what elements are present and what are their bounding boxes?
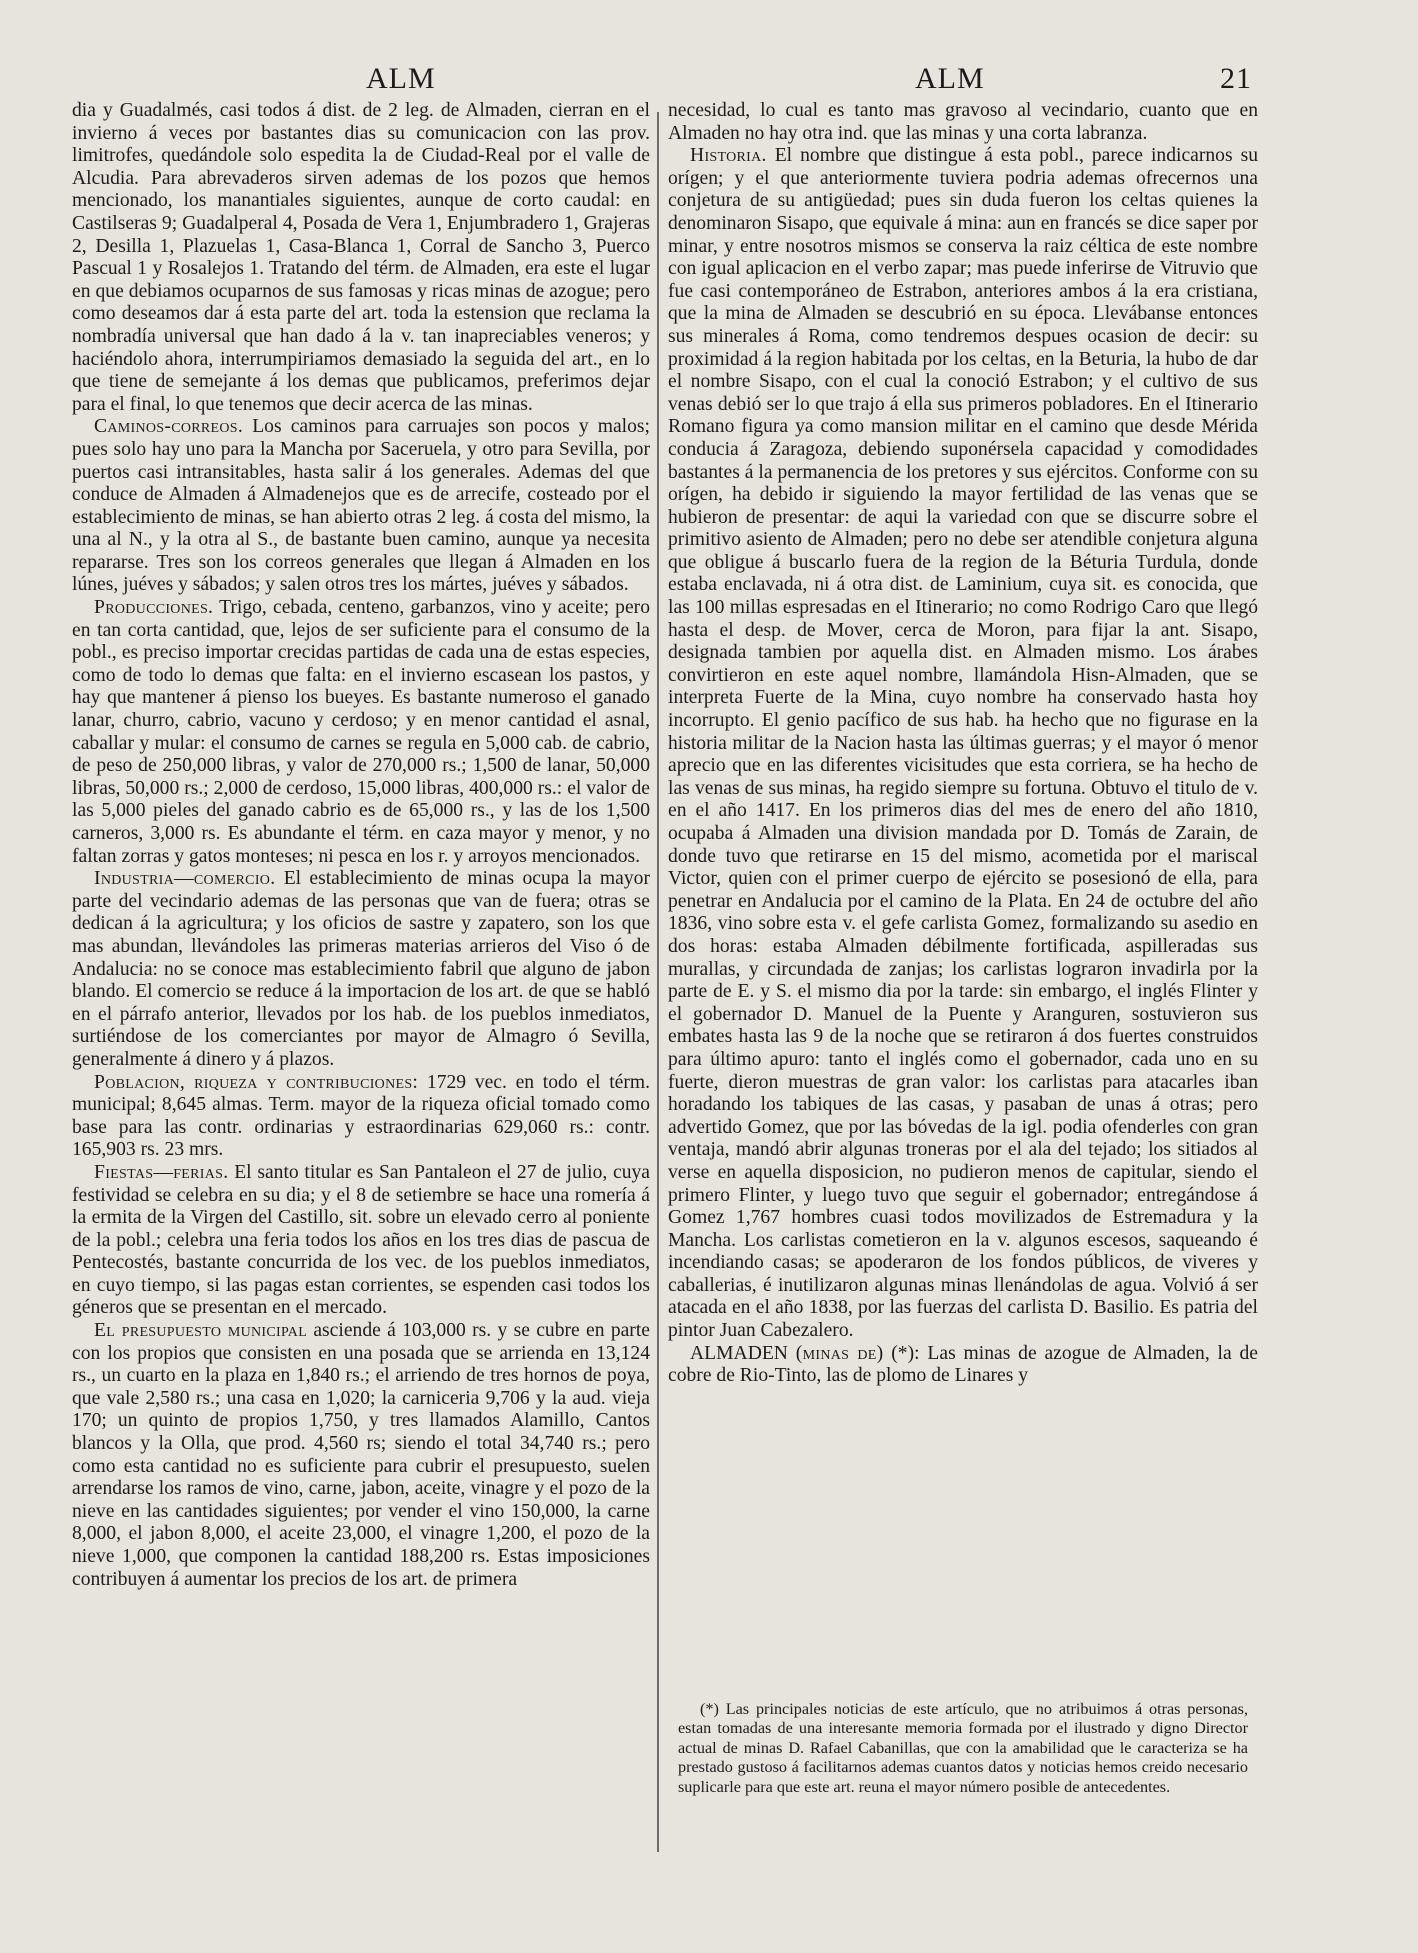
footnote-reference: (*):	[891, 1342, 920, 1364]
column-divider	[657, 112, 659, 1852]
left-column	[72, 100, 650, 1591]
section-text-historia: El nombre que distingue á esta pobl., parece indicarnos su orígen; y el que anteriormente tuviera podria ademas ofrecernos una conjetura de su antigüedad; pues sin duda fueron los celtas quienes la denominaron Sisapo, que equivale á mina: aun en francés se dice saper por minar, y entre nosotros mismos se conserva la raiz céltica de este nombre con igual aplicacion en el verbo zapar; mas puede inferirse de Vitruvio que fue casi contemporáneo de Estrabon, anteriores ambos á la era cristiana, que la mina de Almaden se descubrió en su época. Llevábanse entonces sus minerales á Roma, como tendremos despues ocasion de decir: su proximidad á la region habitada por los celtas, en la Beturia, la hubo de dar el nombre Sisapo, con el cual la conoció Estrabon; y el cultivo de sus venas debió ser lo que trajo á ella sus primeros pobladores. En el Itinerario Romano figura ya como mansion militar en el camino que desde Mérida conducia á Zaragoza, debiendo suponérsela capacidad y comodidades bastantes á la permanencia de los pretores y sus ejércitos. Conforme con su orígen, ha debido ir siguiendo la mayor fertilidad de las venas que se hubieron de presentar: de aqui la variedad con que se discurre sobre el primitivo asiento de Almaden; pero no debe ser atendible conjetura alguna que obligue á buscarlo fuera de la region de la Béturia Turdula, donde estaba enclavada, ni á otra dist. de Laminium, cuya sit. es conocida, que las 100 millas espresadas en el Itinerario; no como Rodrigo Caro que llegó hasta el desp. de Mover, cerca de Moron, para fijar la ant. Sisapo, designada tambien por aquella dist. en Almaden mismo. Los árabes convirtieron en este aquel nombre, llamándola Hisn-Almaden, que se interpreta Fuerte de la Mina, cuyo nombre ha conservado hasta hoy incorrupto. El genio pacífico de sus hab. ha hecho que no figurase en la historia militar de la Nacion hasta las últimas guerras; y el mayor ó menor aprecio que en las diferentes vicisitudes que esta corriera, se ha hecho de las venas de sus minas, ha regido siempre su fortuna. Obtuvo el titulo de v. en el año 1417. En los primeros dias del mes de enero del año 1810, ocupaba á Almaden una division mandada por D. Tomás de Zarain, de donde tuvo que retirarse en 15 del mismo, acometida por el mariscal Victor, quien con el primer cuerpo de ejército se posesionó de ella, para penetrar en Andalucia por el camino de la Plata. En 24 de octubre del año 1836, vino sobre esta v. el gefe carlista Gomez, formalizando su asedio en dos horas: estaba Almaden débilmente fortificada, aspilleradas sus murallas, y circundada de zanjas; los carlistas lograron invadirla por la parte de E. y S. el mismo dia por la tarde: sin embargo, el inglés Flinter y el gobernador D. Manuel de la Puente y Aranguren, sostuvieron sus embates hasta las 9 de la noche que se retiraron á dos fuertes construidos para último apuro: tanto el inglés como el gobernador, cada uno en su fuerte, dieron muestras de gran valor: los carlistas para atacarles iban horadando los tabiques de las casas, y pasaban de unas á otras; pero advertido Gomez, que por las bóvedas de la igl. podia ofenderles con gran ventaja, mandó abrir algunas troneras por el ala del tejado; los sitiados al verse en aquella disposicion, no pudieron menos de capitular, siendo el primero Flinter, y luego tuvo que seguir el gobernador; entregándose á Gomez 1,767 hombres cuasi todos movilizados de Estremadura y la Mancha. Los carlistas cometieron en la v. algunos escesos, saqueando é incendiando casas; se apoderaron de los fondos públicos, de viveres y caballerias, é inutilizaron algunas minas llenándolas de agua. Volvió á ser atacada en el año 1838, por las fuerzas del carlista D. Basilio. Es patria del pintor Juan Cabezalero.	[668, 145, 1258, 1342]
paragraph-caminos	[72, 416, 650, 597]
paragraph-poblacion	[72, 1072, 650, 1162]
section-heading-industria: Industria—comercio.	[94, 868, 276, 890]
section-text-caminos: Los caminos para carruajes son pocos y malos; pues solo hay uno para la Mancha por Saceruela, y otro para Sevilla, por puertos casi intransitables, hasta salir á los generales. Ademas del que conduce de Almaden á Almadenejos que es de arrecife, costeado por el establecimiento de minas, se han abierto otras 2 leg. á costa del mismo, la una al N., y la otra al S., de bastante buen camino, aunque ya necesita repararse. Tres son los correos generales que llegan á Almaden en los lúnes, juéves y sábados; y salen otros tres los mártes, juéves y sábados.	[72, 416, 650, 596]
section-text-poblacion: 1729 vec. en todo el térm. municipal; 8,645 almas. Term. mayor de la riqueza oficial tomado como base para las contr. ordinarias y estraordinarias 629,060 rs.: contr. 165,903 rs. 23 mrs.	[72, 1071, 650, 1161]
running-head-right: ALM	[915, 62, 985, 95]
section-heading-historia: Historia.	[690, 145, 767, 167]
section-heading-producciones: Producciones.	[94, 597, 214, 619]
section-heading-caminos: Caminos-correos.	[94, 416, 244, 438]
section-text-fiestas: El santo titular es San Pantaleon el 27 de julio, cuya festividad se celebra en su dia; y el 8 de setiembre se hace una romería á la ermita de la Virgen del Castillo, sit. sobre un elevado cerro al poniente de la pobl.; celebra una feria todos los años en los tres dias de pascua de Pentecostés, bastante concurrida de los vec. de los pueblos inmediatos, en cuyo tiempo, si las pagas estan corrientes, se espenden casi todos los géneros que se presentan en el mercado.	[72, 1161, 650, 1319]
section-heading-presupuesto: El presupuesto municipal	[94, 1320, 308, 1342]
section-text-industria: El establecimiento de minas ocupa la mayor parte del vecindario ademas de las personas que van de fuera; otras se dedican á la agricultura; y los oficios de sastre y zapatero, son los que mas abundan, llevándoles las primeras materias arrieros del Viso ó de Andalucia: no se conoce mas establecimiento fabril que alguno de jabon blando. El comercio se reduce á la importacion de los art. de que se habló en el párrafo anterior, llevados por los hab. de los pueblos inmediatos, surtiéndose de los comerciantes por mayor de Almagro ó Sevilla, generalmente á dinero y á plazos.	[72, 868, 650, 1070]
paragraph-historia	[668, 145, 1258, 1342]
right-column	[668, 100, 1258, 1388]
footnote-text: Las principales noticias de este artículo, que no atribuimos á otras personas, estan tomadas de una interesante memoria formada por el ilustrado y digno Director actual de minas D. Rafael Cabanillas, que con la amabilidad que le caracteriza se ha prestado gustoso á facilitarnos ademas cuantos datos y noticias hemos creido necesario suplicarle para que este art. reuna el mayor número posible de antecedentes.	[678, 1700, 1248, 1796]
entry-subheading-minas: (minas de)	[795, 1342, 884, 1364]
running-head-left: ALM	[366, 62, 436, 95]
paragraph-almaden-minas	[668, 1343, 1258, 1388]
section-text-producciones: Trigo, cebada, centeno, garbanzos, vino y aceite; pero en tan corta cantidad, que, lejos de ser suficiente para el consumo de la pobl., es preciso importar crecidas partidas de cada una de estas especies, como de todo lo demas que falta: en el invierno escasean los pastos, y hay que mantener á pienso los bueyes. Es bastante numeroso el ganado lanar, churro, cabrio, vacuno y cerdoso; y en menor cantidad el asnal, caballar y mular: el consumo de carnes se regula en 5,000 cab. de cabrio, de peso de 250,000 libras, y valor de 270,000 rs.; 1,500 de lanar, 50,000 libras, 50,000 rs.; 2,000 de cerdoso, 15,000 libras, 400,000 rs.: el valor de las 5,000 pieles del ganado cabrio es de 65,000 rs., y las de los 1,500 carneros, 3,000 rs. Es abundante el térm. en caza mayor y menor, y no faltan zorras y gatos monteses; ni pesca en los r. y arroyos mencionados.	[72, 597, 651, 867]
paragraph-intro: dia y Guadalmés, casi todos á dist. de 2 leg. de Almaden, cierran en el invierno á veces por bastantes dias su comunicacion con las prov. limitrofes, quedándole solo espedita la de Ciudad-Real por el valle de Alcudia. Para abrevaderos sirven ademas de los pozos que hemos mencionado, los manantiales siguientes, aunque de corto caudal: en Castilseras 9; Guadalperal 4, Posada de Vera 1, Enjumbradero 1, Grajeras 2, Desilla 1, Plazuelas 1, Casa-Blanca 1, Corral de Sancho 3, Puerco Pascual 1 y Rosalejos 1. Tratando del térm. de Almaden, era este el lugar en que debiamos ocuparnos de sus famosas y ricas minas de azogue; pero como deseamos dar á esta parte del art. toda la estension que reclama la nombradía universal que han dado á la v. tan inapreciables veneros; y haciéndolo ahora, interrumpiriamos demasiado la seguida del art., en lo que tiene de semejante á los demas que publicamos, preferimos dejar para el final, lo que tenemos que decir acerca de las minas.	[72, 100, 650, 415]
footnote-mark: (*)	[700, 1700, 719, 1718]
footnote-paragraph	[678, 1700, 1248, 1797]
section-heading-fiestas: Fiestas—ferias.	[94, 1161, 229, 1183]
paragraph-producciones	[72, 597, 650, 868]
entry-heading-almaden: ALMADEN	[690, 1342, 788, 1364]
paragraph-continuation: necesidad, lo cual es tanto mas gravoso al vecindario, cuanto que en Almaden no hay otra ind. que las minas y una corta labranza.	[668, 100, 1258, 144]
page-number: 21	[1220, 62, 1252, 95]
section-text-presupuesto: asciende á 103,000 rs. y se cubre en parte con los propios que consisten en una posada que se arrienda en 13,124 rs., un cuarto en la plaza en 1,840 rs.; el arriendo de tres hornos de poya, que vale 2,580 rs.; una casa en 1,020; la carniceria 9,706 y la aud. vieja 170; un quinto de propios 1,750, y tres llamados Alamillo, Cantos blancos y la Olla, que prod. 4,560 rs; siendo el total 34,740 rs.; pero como esta cantidad no es suficiente para cubrir el presupuesto, suelen arrendarse los ramos de vino, carne, jabon, aceite, vinagre y el pozo de la nieve en las cantidades siguientes; por vender el vino 150,000, la carne 8,000, el jabon 8,000, el aceite 23,000, el vinagre 1,200, el pozo de la nieve 1,000, que componen la cantidad 188,200 rs. Estas imposiciones contribuyen á aumentar los precios de los art. de primera	[72, 1320, 650, 1590]
paragraph-presupuesto	[72, 1320, 650, 1591]
entry-text-almaden: Las minas de azogue de Almaden, la de cobre de Rio-Tinto, las de plomo de Linares y	[668, 1342, 1258, 1387]
section-heading-poblacion: Poblacion, riqueza y contribuciones:	[94, 1071, 419, 1093]
paragraph-industria	[72, 868, 650, 1071]
paragraph-fiestas	[72, 1162, 650, 1320]
footnote	[678, 1700, 1248, 1797]
